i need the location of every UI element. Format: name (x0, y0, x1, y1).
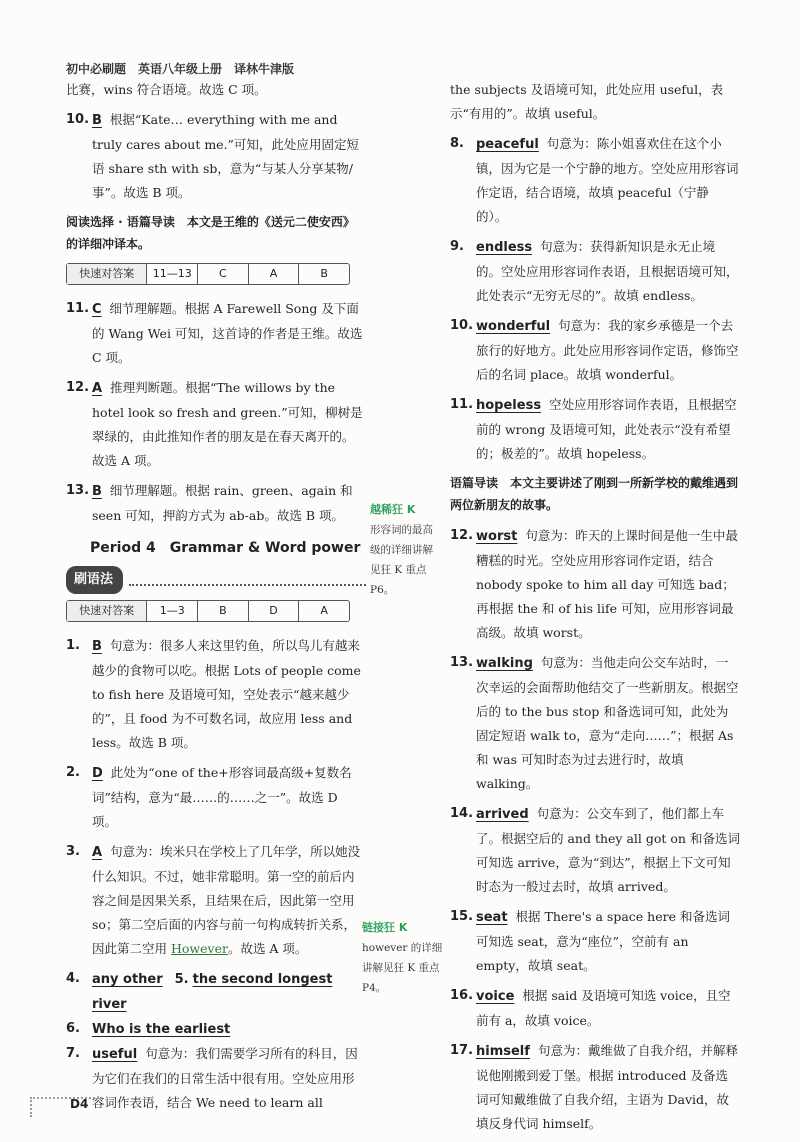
quick-answer-table (66, 600, 350, 622)
item-explanation: 根据 said 及语境可知选 voice，且空前有 a，故填 voice。 (476, 988, 731, 1028)
item-number: 6. (66, 1021, 80, 1036)
item-answer: B (92, 113, 102, 128)
section-heading: Period 4 Grammar & Word power (90, 540, 361, 556)
item-answer: hopeless (476, 398, 542, 413)
item-number: 12. (450, 528, 474, 543)
table-cell: B (298, 264, 349, 284)
table-cell: B (197, 601, 248, 621)
dotted-divider (129, 574, 366, 586)
item-explanation: 推理判断题。根据“The willows by the hotel look so fresh and green.”可知，柳树是翠绿的，由此推知作者的朋友是在春天离开的。故选 A 项。 (92, 380, 363, 468)
answer-item (66, 108, 366, 205)
item-number: 16. (450, 988, 474, 1003)
answer-item (450, 802, 740, 899)
answer-item (66, 1017, 366, 1042)
answer-item (66, 967, 366, 1017)
item-answer: useful (92, 1047, 138, 1062)
item-number: 11. (450, 397, 474, 412)
answer-item (66, 840, 366, 961)
item-number: 5. (174, 972, 189, 987)
note-title[interactable]: 越稀狂 K (370, 503, 416, 516)
answer-item (450, 235, 740, 308)
table-label: 快速对答案 (67, 264, 146, 284)
grammar-badge: 刷语法 (66, 566, 123, 594)
answer-item (66, 634, 366, 755)
quick-answer-table (66, 263, 350, 285)
item-explanation: 句意为：公交车到了，他们都上车了。根据空后的 and they all got on 和备选词可知选 arrive，意为“到达”，根据上下文可知时态为一般过去时，故填 arrived。 (476, 806, 740, 894)
passage-intro: 语篇导读 本文主要讲述了刚到一所新学校的戴维遇到两位新朋友的故事。 (450, 476, 739, 512)
item-explanation: 细节理解题。根据 A Farewell Song 及下面的 Wang Wei 可知，这首诗的作者是王维。故选 C 项。 (92, 301, 363, 365)
item-number: 3. (66, 844, 80, 859)
item-explanation: 句意为：戴维做了自我介绍，并解释说他刚搬到爱丁堡。根据 introduced 及备选词可知戴维做了自我介绍，主语为 David，故填反身代词 himself。 (476, 1043, 738, 1131)
answer-item (66, 479, 366, 528)
item-answer: walking (476, 656, 533, 671)
table-cell: A (298, 601, 349, 621)
item-answer: the second longest river (92, 972, 333, 1012)
section-badge-bar (66, 566, 366, 594)
note-title[interactable]: 链接狂 K (362, 921, 408, 934)
note-text: however 的详细讲解见狂 K 重点 P4。 (362, 942, 443, 994)
page-corner-decoration (30, 1097, 102, 1117)
item-number: 1. (66, 638, 80, 653)
item-answer: seat (476, 910, 508, 925)
item-answer: A (92, 845, 103, 860)
answer-item (450, 1039, 740, 1136)
table-range: 11—13 (146, 264, 197, 284)
item-explanation: 句意为：获得新知识是永无止境的。空处应用形容词作表语，且根据语境可知，此处表示“无穷无尽的”。故填 endless。 (476, 239, 739, 303)
item-number: 10. (450, 318, 474, 333)
item-number: 4. (66, 971, 80, 986)
item-explanation: 句意为：当他走向公交车站时，一次幸运的会面帮助他结交了一些新朋友。根据空后的 to the bus stop 和备选词可知，此处为固定短语 walk to，意为“走向……”；根据 As 和 was 可知时态为过去进行时，故填 walking。 (476, 655, 739, 791)
note-text: 形容词的最高级的详细讲解见狂 K 重点 P6。 (370, 524, 433, 596)
running-header: 初中必刷题 英语八年级上册 译林牛津版 (66, 62, 295, 76)
item-number: 17. (450, 1043, 474, 1058)
item-answer: himself (476, 1044, 530, 1059)
item-number: 7. (66, 1046, 80, 1061)
item-answer: worst (476, 529, 518, 544)
table-range: 1—3 (146, 601, 197, 621)
answer-item (450, 984, 740, 1033)
item-answer: B (92, 639, 102, 654)
table-cell: A (248, 264, 299, 284)
answer-item (450, 393, 740, 466)
item-answer: D (92, 766, 103, 781)
item-number: 12. (66, 380, 90, 395)
answer-item (450, 651, 740, 796)
item-answer: arrived (476, 807, 529, 822)
item-number: 9. (450, 239, 464, 254)
page-number: D4 (70, 1097, 89, 1111)
continued-text: 比赛，wins 符合语境。故选 C 项。 (66, 82, 267, 97)
item-number: 8. (450, 136, 464, 151)
continued-text: the subjects 及语境可知，此处应用 useful，表示“有用的”。故填 useful。 (450, 82, 724, 121)
left-column (66, 78, 366, 1121)
margin-note (370, 500, 442, 600)
item-explanation: 句意为：昨天的上课时间是他一生中最糟糕的时光。空处应用形容词作定语，结合 nobody spoke to him all day 可知选 bad；再根据 the 和 of his life 可知，应用形容词最高级。故填 worst。 (476, 528, 738, 640)
item-number: 15. (450, 909, 474, 924)
item-explanation: 根据 There's a space here 和备选词可知选 seat，意为“座位”，空前有 an empty，故填 seat。 (476, 909, 730, 973)
answer-item (450, 524, 740, 645)
item-number: 14. (450, 806, 474, 821)
item-answer: Who is the earliest (92, 1022, 231, 1037)
item-explanation: 空处应用形容词作表语，且根据空前的 wrong 及语境可知，此处表示“没有希望的；极差的”。故填 hopeless。 (476, 397, 737, 461)
table-cell: C (197, 264, 248, 284)
item-explanation: 句意为：我的家乡承德是一个去旅行的好地方。此处应用形容词作定语，修饰空后的名词 place。故填 wonderful。 (476, 318, 739, 382)
answer-item (450, 314, 740, 387)
table-label: 快速对答案 (67, 601, 146, 621)
right-column (450, 78, 740, 1142)
item-number: 13. (450, 655, 474, 670)
item-answer: A (92, 381, 103, 396)
item-explanation-end: 。故选 A 项。 (227, 941, 308, 956)
item-explanation: 细节理解题。根据 rain、green、again 和 seen 可知，押韵方式为 ab-ab。故选 B 项。 (92, 483, 353, 523)
item-answer: endless (476, 240, 533, 255)
item-answer: C (92, 302, 102, 317)
item-explanation: 句意为：陈小姐喜欢住在这个小镇，因为它是一个宁静的地方。空处应用形容词作定语，结合语境，故填 peaceful（宁静的）。 (476, 136, 739, 224)
item-number: 13. (66, 483, 90, 498)
item-answer: peaceful (476, 137, 539, 152)
item-explanation: 句意为：很多人来这里钓鱼，所以鸟儿有越来越少的食物可以吃。根据 Lots of people come to fish here 及语境可知，空处表示“越来越少的”，且 food 为不可数名词，故应用 less and less。故选 B 项。 (92, 638, 361, 750)
item-number: 2. (66, 765, 80, 780)
answer-item (66, 376, 366, 473)
reading-intro: 阅读选择 · 语篇导读 本文是王维的《送元二使安西》的详细冲译本。 (66, 215, 355, 251)
item-answer: voice (476, 989, 515, 1004)
item-number: 10. (66, 112, 90, 127)
answer-item (66, 761, 366, 834)
item-answer: B (92, 484, 102, 499)
answer-item (66, 297, 366, 370)
item-answer: wonderful (476, 319, 551, 334)
item-explanation: 此处为“one of the+形容词最高级+复数名词”结构，意为“最……的……之一”。故选 D 项。 (92, 765, 352, 829)
item-explanation: 句意为：我们需要学习所有的科目，因为它们在我们的日常生活中很有用。空处应用形容词作表语，结合 We need to learn all (92, 1046, 358, 1110)
table-cell: D (248, 601, 299, 621)
item-number: 11. (66, 301, 90, 316)
item-explanation: 句意为：埃米只在学校上了几年学，所以她没什么知识。不过，她非常聪明。第一空的前后内容之间是因果关系，且结果在后，因此第一空用 so；第二空后面的内容与前一句构成转折关系，因此第二空用 (92, 844, 361, 956)
margin-note (362, 918, 444, 998)
item-explanation: 根据“Kate… everything with me and truly cares about me.”可知，此处应用固定短语 share sth with sb，意为“与某人分享某物/事”。故选 B 项。 (92, 112, 359, 200)
answer-item (450, 905, 740, 978)
answer-item (66, 1042, 366, 1115)
item-answer: any other (92, 972, 163, 987)
answer-item (450, 132, 740, 229)
however-link[interactable]: However (170, 941, 228, 956)
